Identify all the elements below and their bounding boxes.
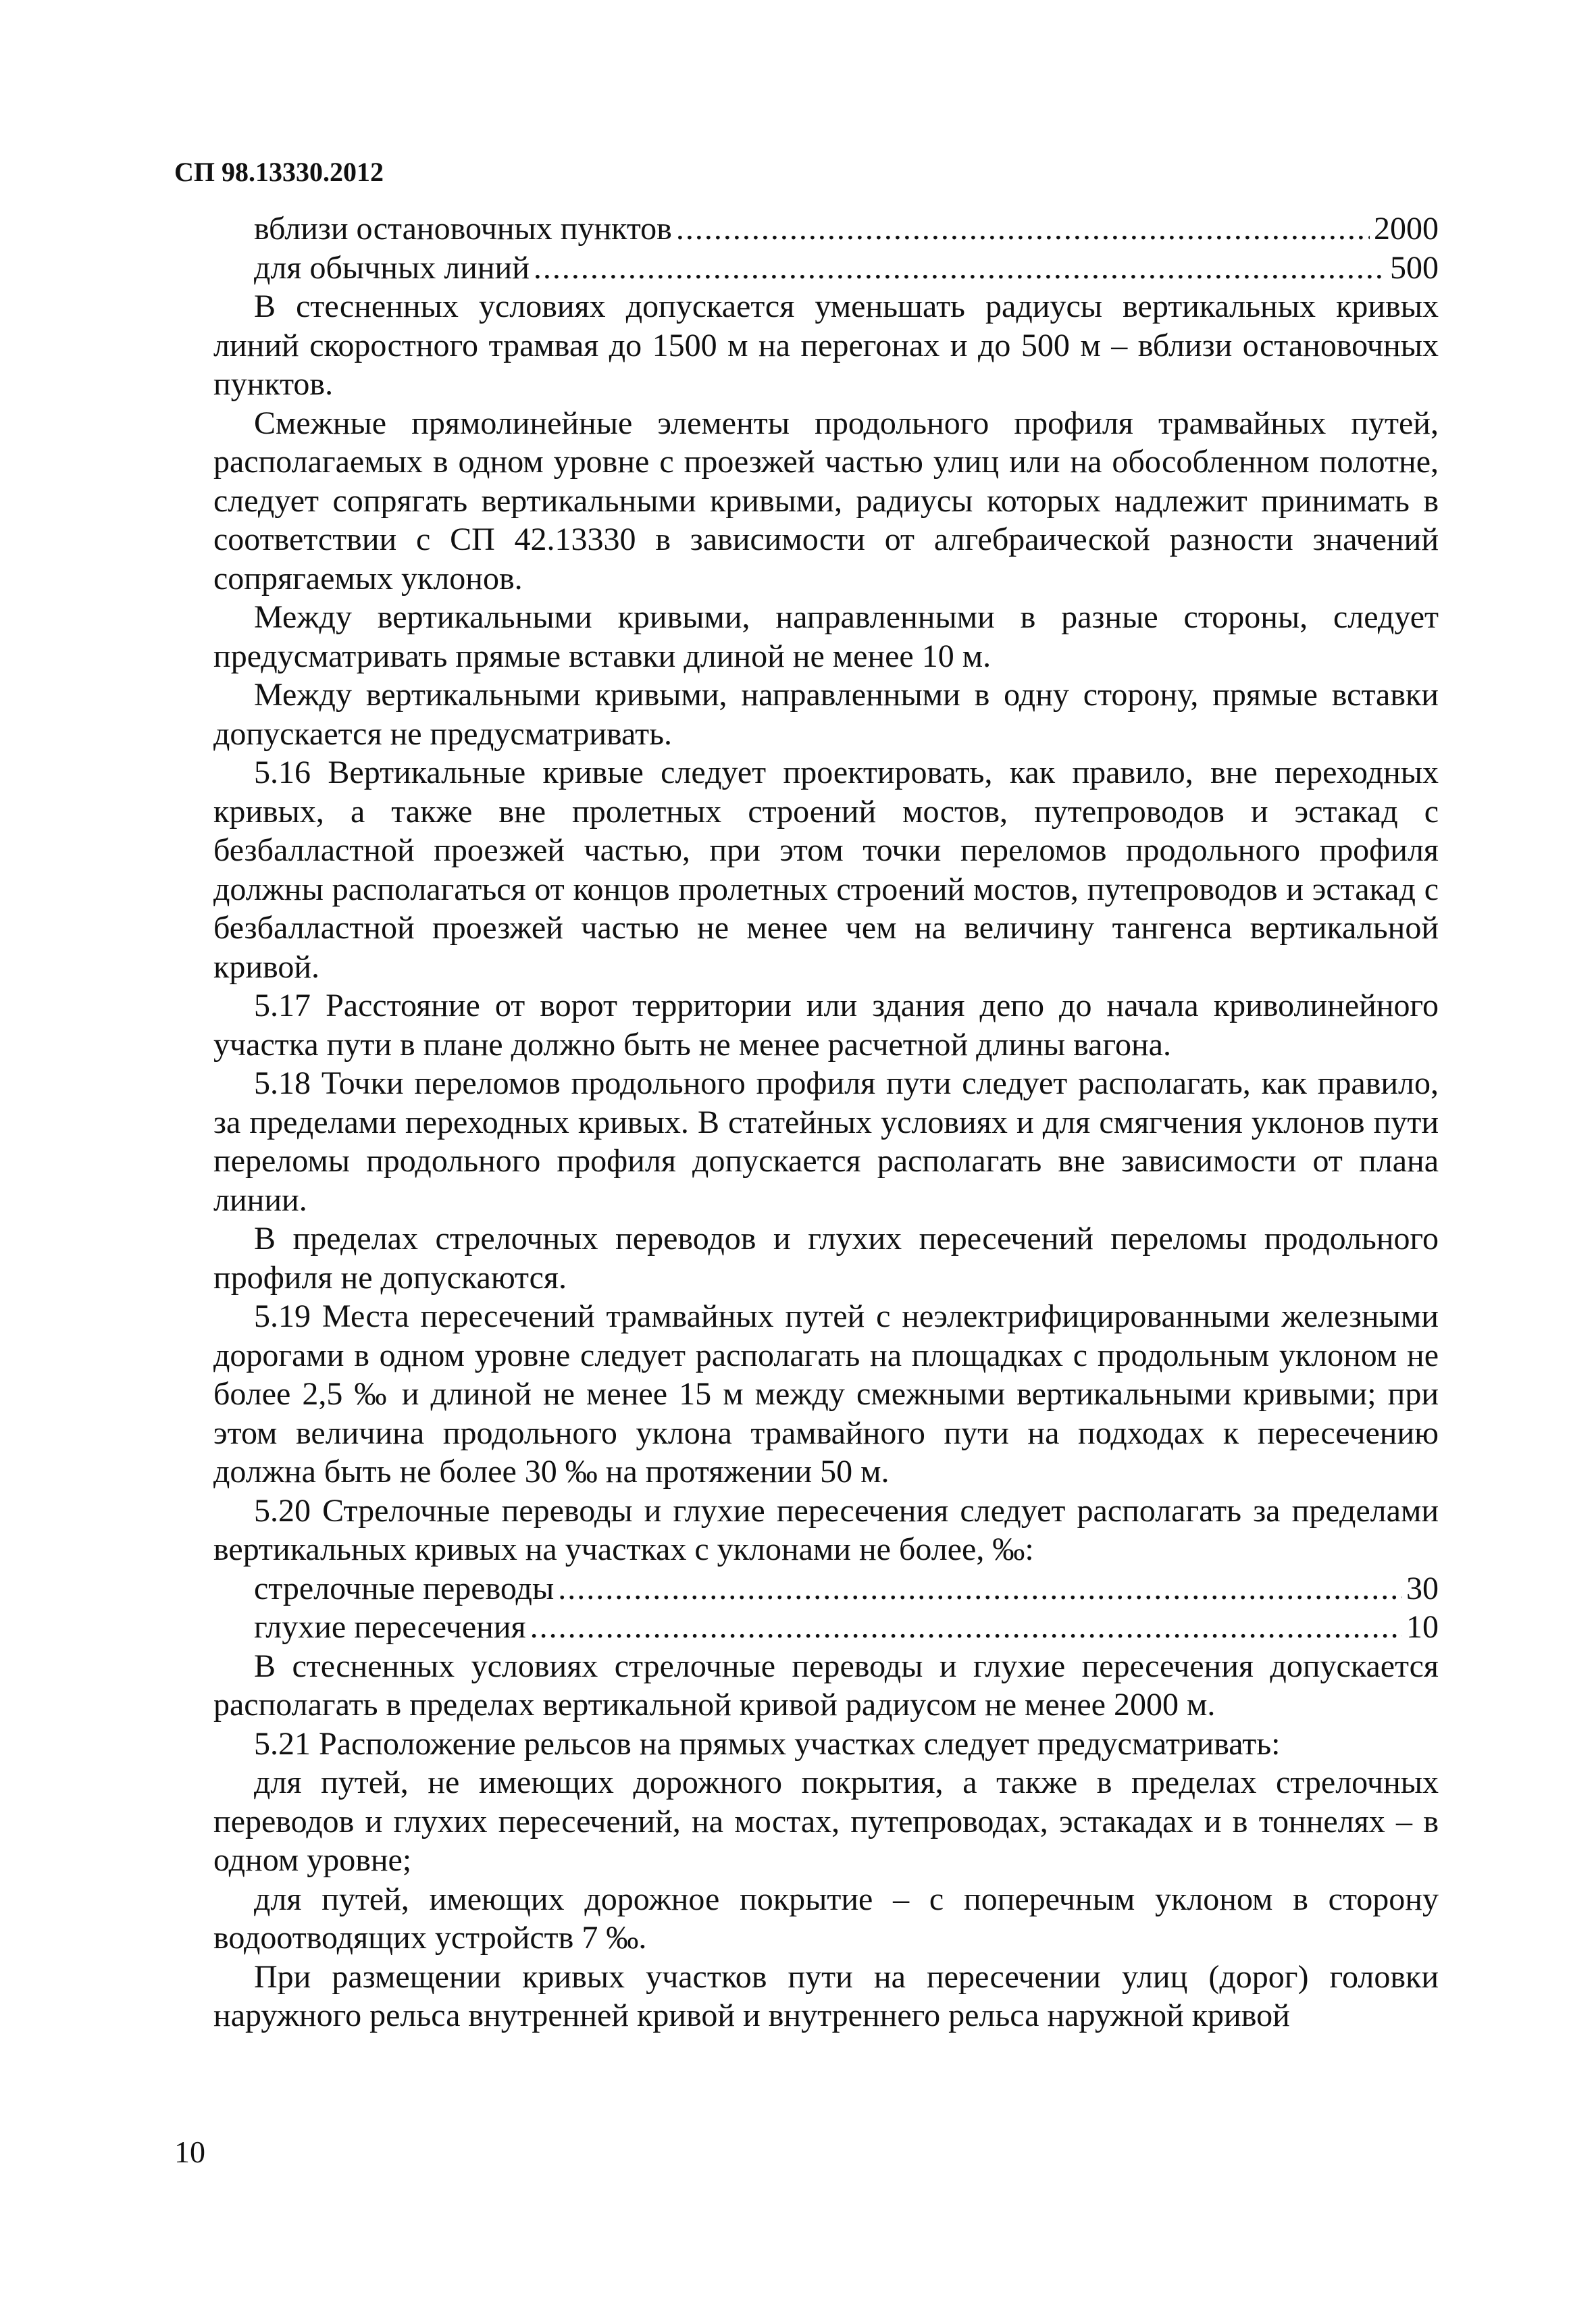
dot-leader	[676, 209, 1370, 249]
page-body	[213, 209, 1439, 2035]
leader-line	[213, 209, 1439, 249]
leader-line	[213, 1608, 1439, 1647]
section-5-20-paragraph: 5.20 Стрелочные переводы и глухие пересечения следует располагать за пределами вертикальных кривых на участках с уклонами не более, ‰:	[213, 1492, 1439, 1567]
leader-value: 30	[1406, 1570, 1439, 1606]
paragraph: для путей, не имеющих дорожного покрытия, а также в пределах стрелочных переводов и глухих пересечений, на мостах, путепроводах, эстакадах и в тоннелях – в одном уровне;	[213, 1764, 1439, 1878]
section-5-17-paragraph: 5.17 Расстояние от ворот территории или здания депо до начала криволинейного участка пути в плане должно быть не менее расчетной длины вагона.	[213, 988, 1439, 1063]
section-5-21-paragraph: 5.21 Расположение рельсов на прямых участках следует предусматривать:	[254, 1725, 1281, 1762]
leader-line	[213, 1569, 1439, 1608]
paragraph: В пределах стрелочных переводов и глухих пересечений переломы продольного профиля не допускаются.	[213, 1221, 1439, 1296]
dot-leader	[534, 249, 1386, 288]
leader-label: для обычных линий	[254, 249, 530, 286]
leader-line	[213, 249, 1439, 288]
paragraph: В стесненных условиях допускается уменьшать радиусы вертикальных кривых линий скоростного трамвая до 1500 м на перегонах и до 500 м – вблизи остановочных пунктов.	[213, 288, 1439, 402]
page-number: 10	[174, 2135, 205, 2169]
paragraph: для путей, имеющих дорожное покрытие – с поперечным уклоном в сторону водоотводящих устройств 7 ‰.	[213, 1881, 1439, 1956]
section-5-16-paragraph: 5.16 Вертикальные кривые следует проектировать, как правило, вне переходных кривых, а также вне пролетных строений мостов, путепроводов и эстакад с безбалластной проезжей частью, при этом точки переломов продольного профиля должны располагаться от концов пролетных строений мостов, путепроводов и эстакад с безбалластной проезжей частью не менее чем на величину тангенса вертикальной кривой.	[213, 755, 1439, 985]
paragraph: Смежные прямолинейные элементы продольного профиля трамвайных путей, располагаемых в одном уровне с проезжей частью улиц или на обособленном полотне, следует сопрягать вертикальными кривыми, радиусы которых надлежит принимать в соответствии с СП 42.13330 в зависимости от алгебраической разности значений сопрягаемых уклонов.	[213, 405, 1439, 596]
paragraph: В стесненных условиях стрелочные переводы и глухие пересечения допускается располагать в пределах вертикальной кривой радиусом не менее 2000 м.	[213, 1648, 1439, 1723]
leader-value: 2000	[1374, 211, 1439, 247]
leader-value: 10	[1406, 1609, 1439, 1645]
leader-label: вблизи остановочных пунктов	[254, 211, 672, 247]
dot-leader	[558, 1569, 1402, 1608]
document-code-header: СП 98.13330.2012	[174, 157, 384, 187]
paragraph: При размещении кривых участков пути на пересечении улиц (дорог) головки наружного рельса внутренней кривой и внутреннего рельса наружной кривой	[213, 1958, 1439, 2033]
leader-label: стрелочные переводы	[254, 1570, 555, 1606]
section-5-18-paragraph: 5.18 Точки переломов продольного профиля пути следует располагать, как правило, за пределами переходных кривых. В статейных условиях и для смягчения уклонов пути переломы продольного профиля допускается располагать вне зависимости от плана линии.	[213, 1065, 1439, 1218]
section-5-19-paragraph: 5.19 Места пересечений трамвайных путей с неэлектрифицированными железными дорогами в одном уровне следует располагать на площадках с продольным уклоном не более 2,5 ‰ и длиной не менее 15 м между смежными вертикальными кривыми; при этом величина продольного уклона трамвайного пути на подходах к пересечению должна быть не более 30 ‰ на протяжении 50 м.	[213, 1298, 1439, 1490]
leader-label: глухие пересечения	[254, 1609, 526, 1645]
paragraph: Между вертикальными кривыми, направленными в одну сторону, прямые вставки допускается не предусматривать.	[213, 677, 1439, 752]
dot-leader	[530, 1608, 1402, 1647]
leader-value: 500	[1390, 249, 1439, 286]
paragraph: Между вертикальными кривыми, направленными в разные стороны, следует предусматривать прямые вставки длиной не менее 10 м.	[213, 599, 1439, 674]
